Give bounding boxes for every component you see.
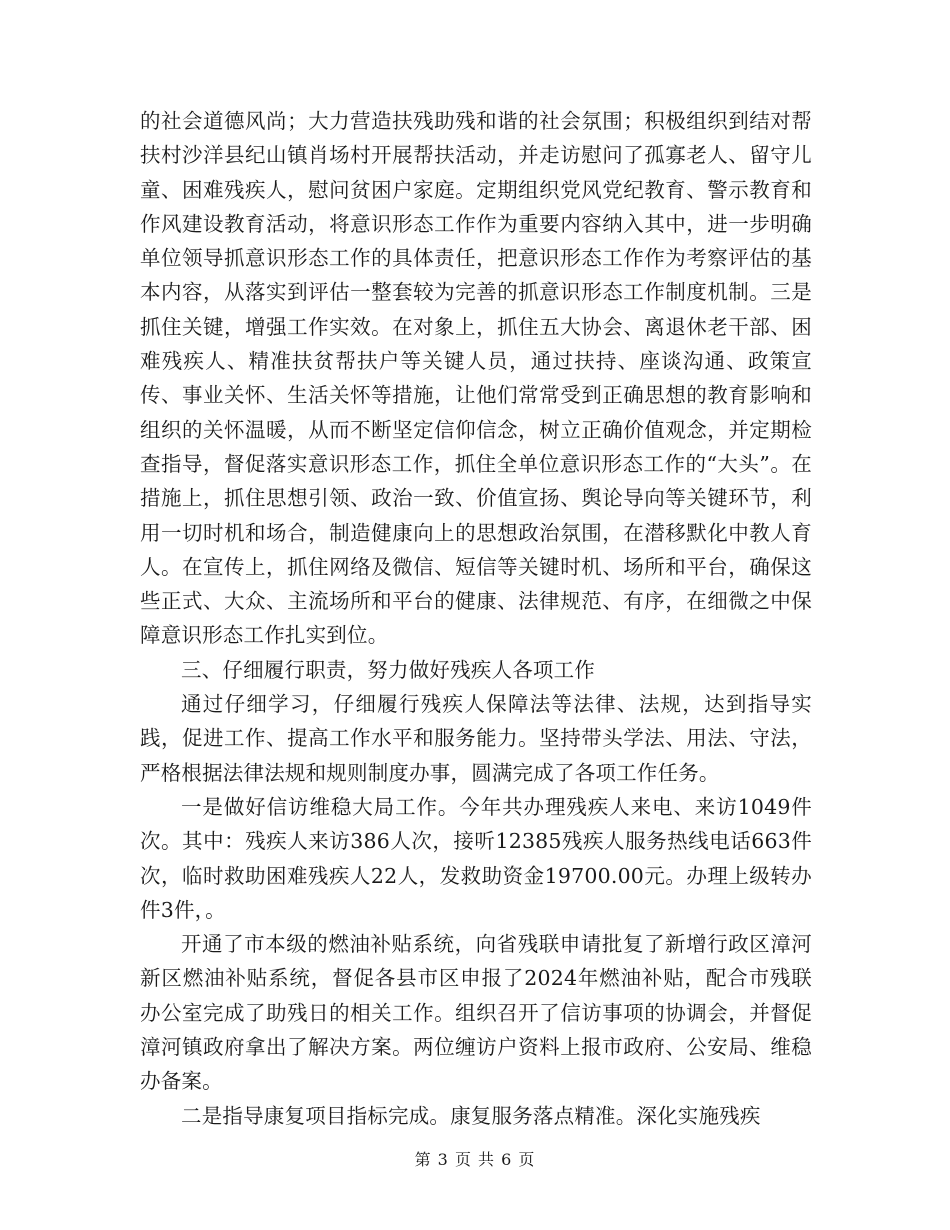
paragraph-ideology-work: 的社会道德风尚；大力营造扶残助残和谐的社会氛围；积极组织到结对帮扶村沙洋县纪山镇肖场村开展帮扶活动，并走访慰问了孤寡老人、留守儿童、困难残疾人，慰问贫困户家庭。定期组织党风党纪教育、警示教育和作风建设教育活动，将意识形态工作作为重要内容纳入其中，进一步明确单位领导抓意识形态工作的具体责任，把意识形态工作作为考察评估的基本内容，从落实到评估一整套较为完善的抓意识形态工作制度机制。三是抓住关键，增强工作实效。在对象上，抓住五大协会、离退休老干部、困难残疾人、精准扶贫帮扶户等关键人员，通过扶持、座谈沟通、政策宣传、事业关怀、生活关怀等措施，让他们常常受到正确思想的教育影响和组织的关怀温暖，从而不断坚定信仰信念，树立正确价值观念，并定期检查指导，督促落实意识形态工作，抓住全单位意识形态工作的“大头”。在措施上，抓住思想引领、政治一致、价值宣扬、舆论导向等关键环节，利用一切时机和场合，制造健康向上的思想政治氛围，在潜移默化中教人育人。在宣传上，抓住网络及微信、短信等关键时机、场所和平台，确保这些正式、大众、主流场所和平台的健康、法律规范、有序，在细微之中保障意识形态工作扎实到位。: [140, 109, 812, 648]
paragraph-rehabilitation: 二是指导康复项目指标完成。康复服务落点精准。深化实施残疾: [181, 1103, 761, 1128]
page-number-footer: 第 3 页 共 6 页: [414, 1150, 536, 1169]
document-body: [140, 104, 812, 1133]
paragraph-petition-work: 一是做好信访维稳大局工作。今年共办理残疾人来电、来访1049件次。其中：残疾人来访386人次，接听12385残疾人服务热线电话663件次，临时救助困难残疾人22人，发救助资金19700.00元。办理上级转办件3件，。: [140, 794, 812, 922]
paragraph-fuel-subsidy: 开通了市本级的燃油补贴系统，向省残联申请批复了新增行政区漳河新区燃油补贴系统，督促各县市区申报了2024年燃油补贴，配合市残联办公室完成了助残日的相关工作。组织召开了信访事项的协调会，并督促漳河镇政府拿出了解决方案。两位缠访户资料上报市政府、公安局、维稳办备案。: [140, 932, 812, 1094]
section-heading-duties: 三、仔细履行职责，努力做好残疾人各项工作: [181, 657, 595, 682]
paragraph-law-study: 通过仔细学习，仔细履行残疾人保障法等法律、法规，达到指导实践，促进工作、提高工作水平和服务能力。坚持带头学法、用法、守法，严格根据法律法规和规则制度办事，圆满完成了各项工作任务。: [140, 692, 812, 785]
